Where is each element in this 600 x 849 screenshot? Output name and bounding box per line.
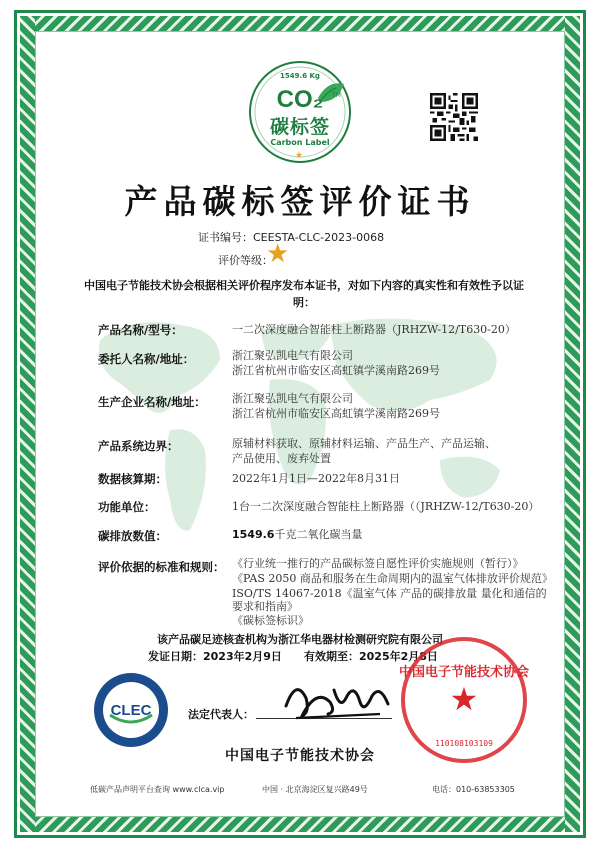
- intro-statement: 中国电子节能技术协会根据相关评价程序发布本证书，对如下内容的真实性和有效性予以证明：: [84, 279, 524, 309]
- svg-text:★: ★: [449, 680, 479, 718]
- standard-line-1: 《行业统一推行的产品碳标签自愿性评价实施规则（暂行）》: [232, 557, 524, 570]
- border-band-left: [20, 16, 35, 832]
- co2-label: CO₂: [276, 86, 324, 113]
- period-label: 数据核算期：: [98, 472, 167, 486]
- grade-star-icon: ★: [266, 239, 290, 269]
- client-label: 委托人名称/地址：: [98, 352, 195, 366]
- page-title: 产品碳标签评价证书: [124, 182, 476, 221]
- function-unit-label: 功能单位：: [98, 500, 156, 514]
- trademark-label: TM: [332, 92, 341, 99]
- standard-line-5: 《碳标签标识》: [232, 614, 309, 627]
- carbon-label-logo: [240, 58, 360, 166]
- footer-address: 中国 · 北京海淀区复兴路49号: [262, 785, 368, 794]
- carbon-weight-label: 1549.6 Kg: [280, 72, 320, 80]
- emission-number: 1549.6: [232, 528, 275, 541]
- emission-unit: 千克二氧化碳当量: [274, 528, 363, 541]
- issuing-organization: 中国电子节能技术协会: [225, 748, 375, 764]
- producer-name: 浙江聚弘凯电气有限公司: [232, 392, 353, 405]
- function-unit-value: 1台一二次深度融合智能柱上断路器（（JRHZW-12/T630-20）: [232, 500, 540, 513]
- standard-line-4: 要求和指南》: [232, 600, 298, 613]
- producer-label: 生产企业名称/地址：: [98, 395, 206, 409]
- legal-rep-label: 法定代表人：: [188, 708, 254, 721]
- footer-phone: 电话：010-63853305: [432, 785, 515, 794]
- border-band-bottom: [20, 817, 580, 832]
- client-name: 浙江聚弘凯电气有限公司: [232, 349, 353, 362]
- valid-until-date: 有效期至：2025年2月8日: [304, 650, 438, 663]
- border-band-right: [565, 16, 580, 832]
- grade-label: 评价等级：: [218, 254, 273, 267]
- world-map-watermark: [70, 300, 540, 560]
- footer-query-link[interactable]: 低碳产品声明平台查询 www.clca.vip: [90, 785, 225, 794]
- border-band-top: [20, 16, 580, 31]
- seal-text: 中国电子节能技术协会: [398, 665, 530, 680]
- signature-image: [276, 668, 396, 724]
- carbon-label-cn: 碳标签: [269, 116, 330, 138]
- certificate-number: 证书编号：CEESTA-CLC-2023-0068: [198, 231, 385, 244]
- verification-statement: 该产品碳足迹核查机构为浙江华电器材检测研究院有限公司: [157, 633, 443, 646]
- clec-logo: [92, 671, 170, 749]
- boundary-line-1: 原辅材料获取、原辅材料运输、产品生产、产品运输、: [232, 437, 496, 450]
- clec-name: CLEC: [110, 702, 152, 719]
- issue-date: 发证日期：2023年2月9日: [148, 650, 282, 663]
- emission-value-row: [232, 528, 362, 542]
- qr-code[interactable]: [430, 93, 478, 141]
- period-value: 2022年1月1日—2022年8月31日: [232, 472, 400, 485]
- client-address: 浙江省杭州市临安区高虹镇学溪南路269号: [232, 364, 440, 377]
- seal-number: 110108103109: [435, 739, 493, 748]
- boundary-label: 产品系统边界：: [98, 439, 179, 453]
- product-value: 一二次深度融合智能柱上断路器（JRHZW-12/T630-20）: [232, 323, 516, 336]
- standard-line-3: ISO/TS 14067-2018《温室气体 产品的碳排放量 量化和通信的: [232, 587, 547, 600]
- standard-line-2: 《PAS 2050 商品和服务在生命周期内的温室气体排放评价规范》: [232, 572, 553, 585]
- producer-address: 浙江省杭州市临安区高虹镇学溪南路269号: [232, 407, 440, 420]
- emission-label: 碳排放数值：: [98, 529, 167, 543]
- logo-star-icon: ★: [295, 151, 304, 161]
- product-label: 产品名称/型号：: [98, 323, 183, 337]
- standards-label: 评价依据的标准和规则：: [98, 560, 225, 574]
- carbon-label-en: Carbon Label: [270, 138, 330, 147]
- boundary-line-2: 产品使用、废弃处置: [232, 452, 331, 465]
